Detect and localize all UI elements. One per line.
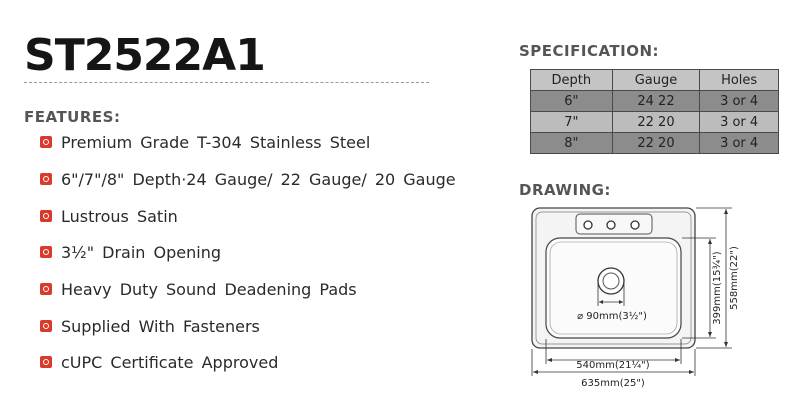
feature-item [40,168,456,190]
arrow-icon [689,370,694,374]
table-header-row [531,70,779,91]
bullet-icon [40,173,52,185]
bullet-icon [40,246,52,258]
model-number: ST2522A1 [24,30,265,81]
features-heading: FEATURES: [24,108,121,126]
feature-text: Heavy Duty Sound Deadening Pads [61,279,357,299]
feature-item [40,351,278,373]
outer-width-label: 635mm(25") [581,378,645,389]
table-cell: 3 or 4 [700,91,779,112]
arrow-icon [533,370,538,374]
drain-inner-icon [603,273,619,289]
table-cell: 8" [531,133,613,154]
column-header-holes: Holes [700,70,779,91]
arrow-icon [724,342,728,347]
outer-height-label: 558mm(22") [729,246,740,310]
feature-text: 3½" Drain Opening [61,242,221,262]
feature-item [40,241,221,263]
drawing-heading: DRAWING: [519,181,611,199]
arrow-icon [547,358,552,362]
table-row [531,112,779,133]
bullet-icon [40,356,52,368]
table-cell: 7" [531,112,613,133]
arrow-icon [675,358,680,362]
feature-item [40,131,370,153]
arrow-icon [708,332,712,337]
feature-text: 6"/7"/8" Depth·24 Gauge/ 22 Gauge/ 20 Gauge [61,169,456,189]
faucet-hole-icon [607,221,615,229]
table-cell: 24 22 [612,91,700,112]
table-cell: 6" [531,91,613,112]
table-cell: 3 or 4 [700,112,779,133]
table-row [531,91,779,112]
specification-heading: SPECIFICATION: [519,42,660,60]
feature-text: Premium Grade T-304 Stainless Steel [61,132,371,152]
feature-item [40,315,260,337]
feature-text: Supplied With Fasteners [61,316,260,336]
feature-item [40,278,357,300]
table-cell: 3 or 4 [700,133,779,154]
arrow-icon [724,209,728,214]
feature-text: cUPC Certificate Approved [61,352,279,372]
table-cell: 22 20 [612,133,700,154]
feature-text: Lustrous Satin [61,206,178,226]
sink-drawing [520,198,765,393]
bullet-icon [40,320,52,332]
arrow-icon [708,239,712,244]
bullet-icon [40,283,52,295]
drain-diameter-label: ⌀ 90mm(3½") [577,311,647,322]
bullet-icon [40,136,52,148]
inner-height-label: 399mm(15¾") [712,251,723,325]
feature-item [40,205,178,227]
title-divider [24,82,429,83]
column-header-depth: Depth [531,70,613,91]
inner-width-label: 540mm(21¼") [576,360,650,371]
bullet-icon [40,210,52,222]
faucet-hole-icon [584,221,592,229]
faucet-hole-icon [631,221,639,229]
table-row [531,133,779,154]
table-cell: 22 20 [612,112,700,133]
column-header-gauge: Gauge [612,70,700,91]
specification-table [530,69,779,154]
